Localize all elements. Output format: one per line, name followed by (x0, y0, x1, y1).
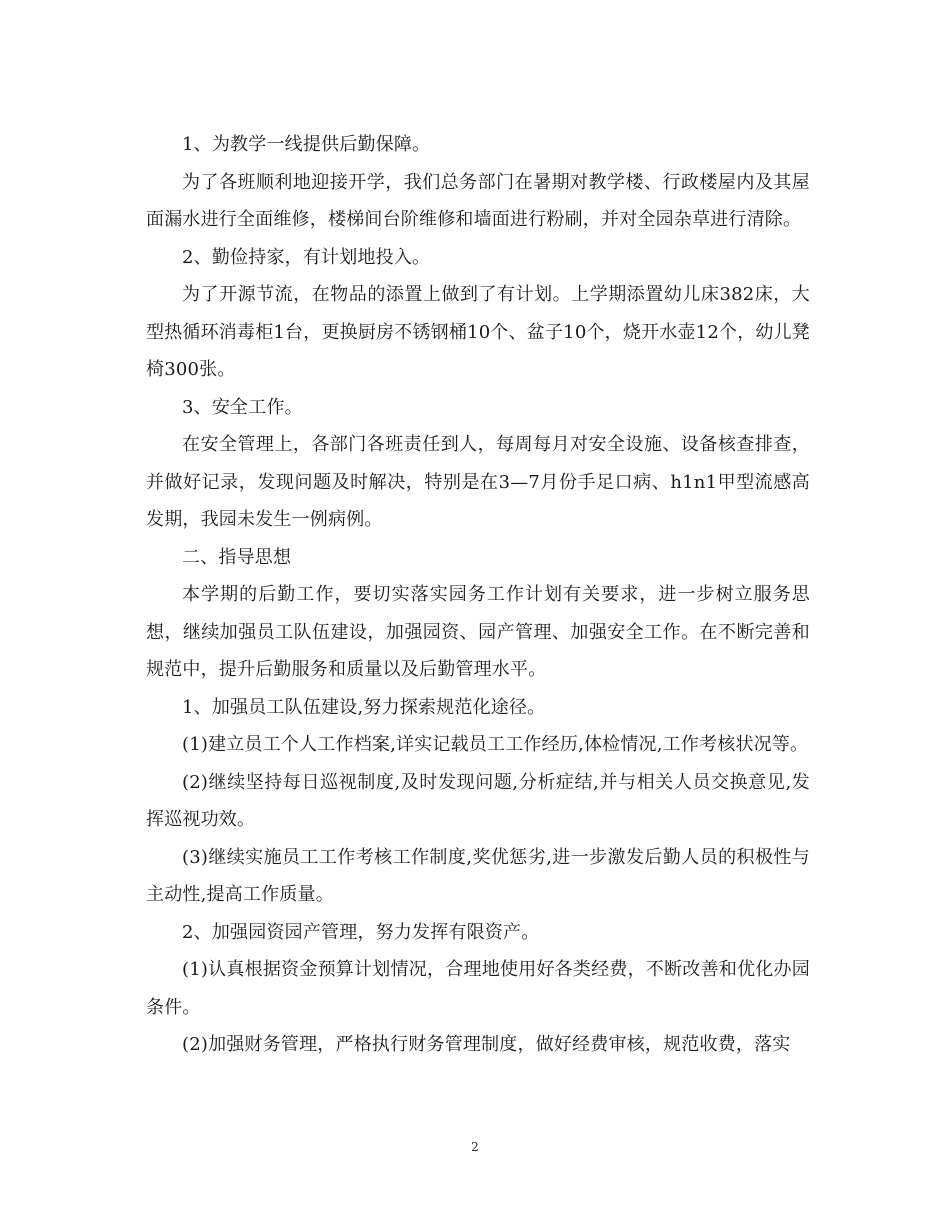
list-item: (1)建立员工个人工作档案,详实记载员工工作经历,体检情况,工作考核状况等。 (182, 734, 809, 755)
paragraph: 本学期的后勤工作，要切实落实园务工作计划有关要求，进一步树立服务思想，继续加强员工队伍建设，加强园资、园产管理、加强安全工作。在不断完善和规范中，提升后勤服务和质量以及后勤管理水平。 (146, 584, 810, 680)
list-item: (2)加强财务管理，严格执行财务管理制度，做好经费审核，规范收费，落实 (182, 1034, 791, 1055)
section-heading: 3、安全工作。 (182, 396, 303, 418)
paragraph: 为了各班顺利地迎接开学，我们总务部门在暑期对教学楼、行政楼屋内及其屋面漏水进行全面维修，楼梯间台阶维修和墙面进行粉刷，并对全园杂草进行清除。 (146, 171, 810, 230)
paragraph: 为了开源节流，在物品的添置上做到了有计划。上学期添置幼儿床382床，大型热循环消毒柜1台，更换厨房不锈钢桶10个、盆子10个，烧开水壶12个，幼儿凳椅300张。 (146, 284, 810, 380)
page-number: 2 (471, 1140, 479, 1154)
list-item: (3)继续实施员工工作考核工作制度,奖优惩劣,进一步激发后勤人员的积极性与主动性,提高工作质量。 (146, 846, 810, 905)
section-heading: 2、勤俭持家，有计划地投入。 (182, 246, 431, 268)
section-heading: 1、加强员工队伍建设,努力探索规范化途径。 (182, 696, 546, 718)
section-heading: 2、加强园资园产管理，努力发挥有限资产。 (182, 921, 540, 943)
list-item: (1)认真根据资金预算计划情况，合理地使用好各类经费，不断改善和优化办园条件。 (146, 959, 810, 1018)
section-heading: 1、为教学一线提供后勤保障。 (182, 134, 431, 155)
list-item: (2)继续坚持每日巡视制度,及时发现问题,分析症结,并与相关人员交换意见,发挥巡视功效。 (146, 771, 810, 830)
paragraph: 在安全管理上，各部门各班责任到人，每周每月对安全设施、设备核查排查，并做好记录，发现问题及时解决，特别是在3—7月份手足口病、h1n1甲型流感高发期，我园未发生一例病例。 (146, 434, 810, 530)
document-body (146, 126, 810, 1064)
section-heading: 二、指导思想 (182, 546, 292, 568)
